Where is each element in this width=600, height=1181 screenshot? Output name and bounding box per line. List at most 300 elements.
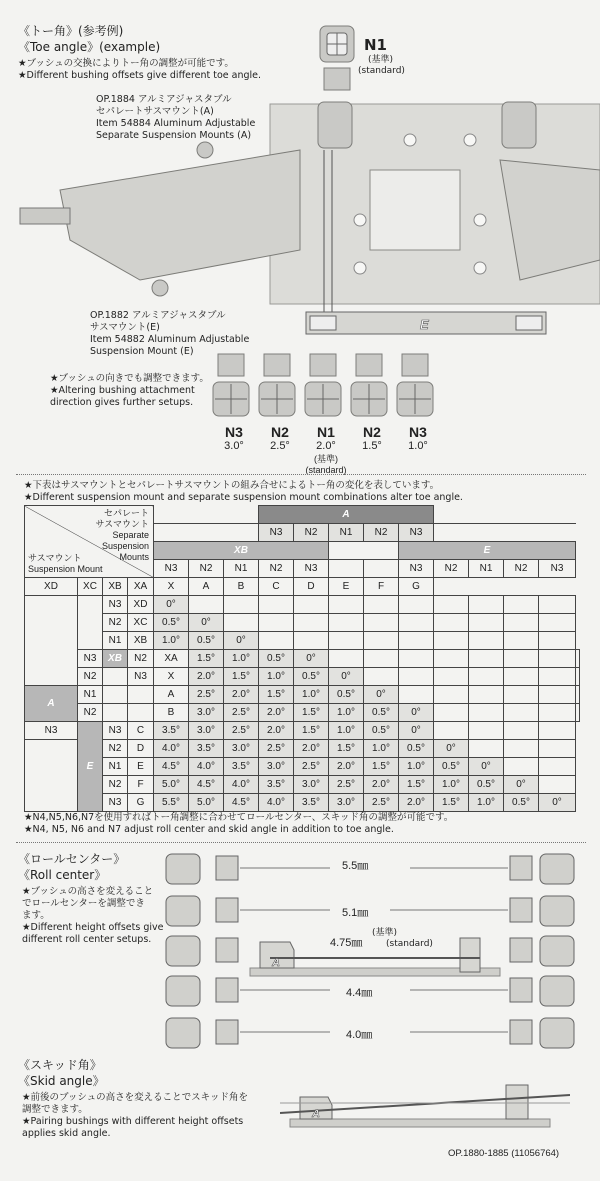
toe-value-cell: 2.0° [364, 776, 399, 794]
table-note-jp: ★下表はサスマウントとセパレートサスマウントの組み合せによるトー角の変化を表しています。 [24, 480, 440, 491]
row-x-label: N3 [103, 596, 128, 614]
toe-value-cell: 4.5° [224, 794, 259, 812]
toe-value-cell [504, 722, 539, 740]
divider-1 [16, 474, 586, 475]
n1-label: N1 [364, 36, 387, 54]
row-x-label: N2 [103, 776, 128, 794]
divider-2 [16, 842, 586, 843]
toe-value-cell [434, 704, 469, 722]
toe-value-cell [504, 650, 539, 668]
xb-col-header: N2 [189, 560, 224, 578]
roll-note-en2: different roll center setups. [22, 934, 152, 945]
toe-value-cell: 5.0° [189, 794, 224, 812]
toe-value-cell [399, 668, 434, 686]
toe-value-cell: 2.5° [294, 758, 329, 776]
bushing-label-2 [258, 424, 302, 452]
xb-col-header: N1 [224, 560, 259, 578]
toe-value-cell: 1.0° [469, 794, 504, 812]
toe-value-cell [399, 614, 434, 632]
row-x-label: N1 [103, 632, 128, 650]
row-code: XC [128, 614, 154, 632]
toe-value-cell: 1.5° [399, 776, 434, 794]
toe-value-cell: 0° [504, 776, 539, 794]
xb-col-header: N3 [154, 560, 189, 578]
bushing-angle-1: 3.0° [224, 440, 244, 452]
bushing-standard-jp: (基準) [314, 454, 338, 464]
toe-value-cell [539, 722, 576, 740]
table-corner-cell [25, 506, 154, 578]
bushing-label-3 [304, 424, 348, 475]
row-group-xb: XB [103, 650, 128, 668]
toe-value-cell: 0.5° [364, 722, 399, 740]
toe-value-cell [576, 668, 580, 686]
table-row [25, 668, 580, 686]
toe-value-cell [469, 596, 504, 614]
toe-value-cell [504, 704, 539, 722]
bushing-standard-en: (standard) [305, 465, 347, 475]
toe-value-cell: 0.5° [469, 776, 504, 794]
toe-value-cell [504, 740, 539, 758]
skid-note-jp2: 調整できます。 [22, 1104, 88, 1115]
row-code: E [128, 758, 154, 776]
table-row [25, 650, 580, 668]
toe-value-cell [434, 650, 469, 668]
toe-value-cell [504, 596, 539, 614]
row-a-label: N2 [78, 704, 103, 722]
toe-value-cell [434, 596, 469, 614]
row-code: C [128, 722, 154, 740]
toe-value-cell [399, 650, 434, 668]
toe-title-jp: 《トー角》(参考例) [18, 24, 124, 38]
toe-value-cell: 0° [399, 722, 434, 740]
toe-value-cell: 1.0° [399, 758, 434, 776]
corner-top-en2: Suspension [101, 541, 149, 551]
corner-bottom-en: Suspension Mount [28, 564, 103, 574]
toe-value-cell [576, 650, 580, 668]
bushing-label-5 [396, 424, 440, 452]
a-col-header: N1 [329, 524, 364, 542]
roll-title-jp: 《ロールセンター》 [18, 852, 126, 866]
toe-value-cell: 0° [154, 596, 189, 614]
toe-value-cell [539, 686, 576, 704]
code-col-header: XB [103, 578, 128, 596]
row-a-label: N3 [78, 650, 103, 668]
toe-value-cell: 0.5° [434, 758, 469, 776]
chassis-illustration [0, 20, 600, 350]
corner-top-jp2: サスマウント [95, 519, 149, 529]
code-col-header: D [294, 578, 329, 596]
toe-value-cell [469, 704, 504, 722]
row-x-label: N2 [103, 740, 128, 758]
toe-value-cell: 2.0° [259, 704, 294, 722]
code-col-header: C [259, 578, 294, 596]
skid-note-jp1: ★前後のブッシュの高さを変えることでスキッド角を [22, 1092, 248, 1103]
toe-value-cell: 2.0° [399, 794, 434, 812]
e-col-header: N3 [539, 560, 576, 578]
toe-value-cell: 5.0° [154, 776, 189, 794]
toe-value-cell [469, 650, 504, 668]
toe-value-cell: 1.5° [364, 758, 399, 776]
row-a-label: N2 [78, 668, 103, 686]
row-code: A [154, 686, 189, 704]
toe-note-jp: ★ブッシュの交換によりトー角の調整が可能です。 [18, 58, 234, 69]
toe-value-cell [576, 686, 580, 704]
e-col-header: N3 [399, 560, 434, 578]
corner-separate-mount [96, 508, 149, 563]
toe-note-en: ★Different bushing offsets give different toe angle. [18, 70, 262, 81]
toe-value-cell [539, 740, 576, 758]
group-header-a: A [259, 506, 434, 524]
toe-value-cell [364, 632, 399, 650]
bushing-n2-right [351, 354, 387, 416]
mount-letter-e: E [420, 317, 429, 332]
toe-title-en: 《Toe angle》(example) [18, 40, 161, 54]
toe-value-cell: 0° [294, 650, 329, 668]
op1882-jp2: サスマウント(E) [90, 322, 160, 333]
row-code: G [128, 794, 154, 812]
toe-value-cell [469, 668, 504, 686]
toe-value-cell [259, 614, 294, 632]
row-a-label: N1 [78, 686, 103, 704]
row-x-label: N3 [103, 722, 128, 740]
toe-value-cell [364, 596, 399, 614]
direction-note-jp: ★ブッシュの向きでも調整できます。 [50, 373, 209, 384]
toe-value-cell: 4.0° [259, 794, 294, 812]
direction-note-en1: ★Altering bushing attachment [50, 385, 195, 396]
toe-value-cell: 3.0° [259, 758, 294, 776]
bushing-n3-right [397, 354, 433, 416]
toe-value-cell [399, 596, 434, 614]
table-row [25, 614, 580, 632]
row-code: XA [154, 650, 189, 668]
toe-value-cell [576, 704, 580, 722]
toe-value-cell [504, 632, 539, 650]
op1884-en2: Separate Suspension Mounts (A) [96, 130, 252, 141]
toe-value-cell [504, 758, 539, 776]
table-row [25, 596, 580, 614]
table-note-en: ★Different suspension mount and separate suspension mount combinations alter toe angle. [24, 492, 463, 503]
row-a-label: N3 [25, 722, 78, 740]
toe-value-cell: 4.5° [154, 758, 189, 776]
toe-value-cell: 0° [469, 758, 504, 776]
roll-height-5: 4.0㎜ [346, 1029, 373, 1041]
code-col-header: A [189, 578, 224, 596]
bushing-name-2: N2 [271, 424, 289, 440]
toe-value-cell [539, 614, 576, 632]
toe-value-cell: 1.0° [329, 722, 364, 740]
toe-value-cell [469, 686, 504, 704]
skid-angle-diagram [280, 1075, 570, 1145]
toe-value-cell: 3.5° [224, 758, 259, 776]
toe-value-cell: 3.5° [189, 740, 224, 758]
row-code: XB [128, 632, 154, 650]
toe-value-cell [329, 650, 364, 668]
bushing-name-4: N2 [363, 424, 381, 440]
row-x-label: N3 [128, 668, 154, 686]
toe-value-cell [364, 650, 399, 668]
code-col-header: B [224, 578, 259, 596]
op1882-en1: Item 54882 Aluminum Adjustable [90, 334, 250, 345]
roll-note-jp2: でロールセンターを調整でき [22, 898, 145, 909]
code-col-header: E [329, 578, 364, 596]
op1884-jp2: セパレートサスマウント(A) [96, 106, 214, 117]
toe-value-cell [399, 632, 434, 650]
table-row [25, 722, 580, 740]
code-col-header: XC [78, 578, 103, 596]
toe-value-cell: 1.0° [364, 740, 399, 758]
toe-value-cell [434, 614, 469, 632]
toe-value-cell [539, 596, 576, 614]
skid-title-jp: 《スキッド角》 [18, 1058, 102, 1072]
bushing-label-4 [350, 424, 394, 452]
toe-value-cell: 2.0° [294, 740, 329, 758]
table-row [25, 776, 580, 794]
toe-value-cell: 1.5° [434, 794, 469, 812]
table-row [25, 758, 580, 776]
toe-value-cell: 0.5° [364, 704, 399, 722]
toe-value-cell [259, 596, 294, 614]
roll-note-jp1: ★ブッシュの高さを変えること [22, 886, 154, 897]
toe-value-cell [504, 686, 539, 704]
table-row [25, 794, 580, 812]
row-x-label: N1 [103, 758, 128, 776]
skid-mount-letter-a: A [312, 1108, 320, 1120]
toe-value-cell: 1.5° [259, 686, 294, 704]
toe-value-cell: 2.0° [189, 668, 224, 686]
bushing-name-5: N3 [409, 424, 427, 440]
corner-top-en3: Mounts [119, 552, 149, 562]
toe-value-cell [434, 632, 469, 650]
bushing-angle-3: 2.0° [316, 440, 336, 452]
toe-value-cell: 1.0° [434, 776, 469, 794]
direction-note-en2: direction gives further setups. [50, 397, 194, 408]
row-code: D [128, 740, 154, 758]
a-col-header: N3 [259, 524, 294, 542]
toe-value-cell: 4.5° [189, 776, 224, 794]
group-header-e: E [399, 542, 576, 560]
toe-value-cell: 1.0° [329, 704, 364, 722]
roll-height-3: 4.75㎜ [330, 937, 363, 949]
toe-value-cell: 1.5° [294, 704, 329, 722]
toe-value-cell: 0° [364, 686, 399, 704]
row-group-e: E [78, 722, 103, 812]
toe-value-cell: 3.0° [329, 794, 364, 812]
code-col-header: F [364, 578, 399, 596]
group-header-xb: XB [154, 542, 329, 560]
bushing-name-1: N3 [225, 424, 243, 440]
toe-value-cell: 0.5° [259, 650, 294, 668]
toe-value-cell: 1.5° [294, 722, 329, 740]
toe-value-cell: 2.5° [224, 704, 259, 722]
corner-bottom-jp: サスマウント [28, 553, 82, 563]
toe-value-cell [294, 632, 329, 650]
roll-height-2: 5.1㎜ [342, 907, 369, 919]
row-code: B [154, 704, 189, 722]
e-col-header: N2 [504, 560, 539, 578]
op1882-jp1: OP.1882 アルミアジャスタブル [90, 310, 226, 321]
toe-value-cell [259, 632, 294, 650]
table-row [25, 704, 580, 722]
row-code: F [128, 776, 154, 794]
toe-value-cell [469, 632, 504, 650]
bushing-label-1 [212, 424, 256, 452]
toe-value-cell: 0° [399, 704, 434, 722]
toe-value-cell: 3.0° [189, 722, 224, 740]
roll-standard-jp: (基準) [372, 928, 398, 938]
xb-col-header: N3 [294, 560, 329, 578]
xb-col-header: N2 [259, 560, 294, 578]
after-table-note-en: ★N4, N5, N6 and N7 adjust roll center and skid angle in addition to toe angle. [24, 824, 394, 835]
code-col-header: G [399, 578, 434, 596]
toe-value-cell [329, 632, 364, 650]
op1882-en2: Suspension Mount (E) [90, 346, 194, 357]
bushing-angle-2: 2.5° [270, 440, 290, 452]
toe-value-cell: 0° [189, 614, 224, 632]
skid-title-en: 《Skid angle》 [18, 1074, 105, 1088]
toe-value-cell [539, 650, 576, 668]
roll-note-en1: ★Different height offsets give [22, 922, 164, 933]
bushing-n1 [305, 354, 341, 416]
roll-mount-letter-a: A [272, 957, 280, 969]
toe-angle-table [24, 505, 580, 812]
corner-suspension-mount [28, 553, 103, 575]
row-group-a: A [25, 686, 78, 722]
toe-value-cell: 4.0° [224, 776, 259, 794]
bushing-name-3: N1 [317, 424, 335, 440]
roll-height-1: 5.5㎜ [342, 860, 369, 872]
toe-value-cell: 3.5° [259, 776, 294, 794]
row-x-label: N3 [103, 794, 128, 812]
toe-value-cell [469, 614, 504, 632]
toe-value-cell: 1.5° [189, 650, 224, 668]
toe-value-cell: 4.0° [189, 758, 224, 776]
toe-value-cell [504, 614, 539, 632]
toe-value-cell [399, 686, 434, 704]
n1-standard-en: (standard) [358, 66, 405, 76]
toe-value-cell: 1.5° [329, 740, 364, 758]
code-col-header: XD [25, 578, 78, 596]
bushing-n2-left [259, 354, 295, 416]
bushing-options [210, 350, 450, 420]
toe-value-cell: 0.5° [294, 668, 329, 686]
toe-value-cell: 3.0° [294, 776, 329, 794]
n1-standard-jp: (基準) [368, 55, 394, 65]
row-code: X [154, 668, 189, 686]
code-col-header: XA [128, 578, 154, 596]
roll-title-en: 《Roll center》 [18, 868, 107, 882]
skid-note-en2: applies skid angle. [22, 1128, 111, 1139]
toe-value-cell [189, 596, 224, 614]
toe-value-cell [364, 614, 399, 632]
footer-part-number: OP.1880-1885 (11056764) [448, 1148, 560, 1159]
roll-standard-en: (standard) [386, 939, 433, 949]
toe-value-cell [539, 632, 576, 650]
bushing-angle-5: 1.0° [408, 440, 428, 452]
toe-value-cell [539, 668, 576, 686]
toe-value-cell [364, 668, 399, 686]
toe-value-cell [539, 704, 576, 722]
toe-value-cell: 0° [329, 668, 364, 686]
toe-value-cell: 0.5° [189, 632, 224, 650]
toe-value-cell [329, 614, 364, 632]
toe-value-cell: 4.0° [154, 740, 189, 758]
a-col-header: N3 [399, 524, 434, 542]
toe-value-cell [504, 668, 539, 686]
toe-value-cell: 2.5° [224, 722, 259, 740]
roll-center-diagram [160, 850, 590, 1065]
row-x-label: N2 [128, 650, 154, 668]
toe-value-cell: 0° [539, 794, 576, 812]
table-row [25, 632, 580, 650]
toe-value-cell: 3.5° [294, 794, 329, 812]
toe-value-cell: 3.0° [189, 704, 224, 722]
toe-value-cell: 1.0° [259, 668, 294, 686]
roll-height-4: 4.4㎜ [346, 987, 373, 999]
toe-value-cell [294, 596, 329, 614]
toe-value-cell: 2.5° [364, 794, 399, 812]
skid-note-en1: ★Pairing bushings with different height offsets [22, 1116, 244, 1127]
toe-value-cell: 3.0° [224, 740, 259, 758]
toe-value-cell: 0° [434, 740, 469, 758]
corner-top-en1: Separate [112, 530, 149, 540]
after-table-note-jp: ★N4,N5,N6,N7を使用すればトー角調整に合わせてロールセンター、スキッド角の調整が可能です。 [24, 812, 454, 823]
toe-value-cell: 0.5° [154, 614, 189, 632]
toe-value-cell [224, 596, 259, 614]
code-col-header: X [154, 578, 189, 596]
op1884-jp1: OP.1884 アルミアジャスタブル [96, 94, 232, 105]
toe-value-cell [329, 596, 364, 614]
toe-value-cell: 5.5° [154, 794, 189, 812]
toe-value-cell: 1.0° [294, 686, 329, 704]
corner-top-jp1: セパレート [103, 508, 149, 518]
e-col-header: N2 [434, 560, 469, 578]
toe-value-cell: 2.0° [224, 686, 259, 704]
op1884-en1: Item 54884 Aluminum Adjustable [96, 118, 256, 129]
table-row [25, 740, 580, 758]
toe-value-cell: 2.5° [259, 740, 294, 758]
roll-note-jp3: ます。 [22, 910, 50, 921]
toe-value-cell: 2.0° [259, 722, 294, 740]
e-col-header: N1 [469, 560, 504, 578]
toe-value-cell: 1.0° [224, 650, 259, 668]
table-row [25, 686, 580, 704]
toe-value-cell [224, 614, 259, 632]
toe-value-cell: 0.5° [399, 740, 434, 758]
toe-value-cell: 0° [224, 632, 259, 650]
a-col-header: N2 [294, 524, 329, 542]
toe-value-cell [469, 722, 504, 740]
toe-value-cell: 1.0° [154, 632, 189, 650]
toe-value-cell [294, 614, 329, 632]
toe-value-cell [539, 758, 576, 776]
toe-value-cell [539, 776, 576, 794]
toe-value-cell: 3.5° [154, 722, 189, 740]
toe-value-cell: 1.5° [224, 668, 259, 686]
toe-value-cell: 2.5° [189, 686, 224, 704]
toe-value-cell [434, 722, 469, 740]
toe-value-cell [434, 668, 469, 686]
row-code: XD [128, 596, 154, 614]
toe-value-cell [434, 686, 469, 704]
toe-value-cell: 2.5° [329, 776, 364, 794]
toe-value-cell: 0.5° [329, 686, 364, 704]
row-x-label: N2 [103, 614, 128, 632]
toe-value-cell: 2.0° [329, 758, 364, 776]
toe-value-cell: 0.5° [504, 794, 539, 812]
toe-value-cell [469, 740, 504, 758]
bushing-angle-4: 1.5° [362, 440, 382, 452]
bushing-n3-left [213, 354, 249, 416]
